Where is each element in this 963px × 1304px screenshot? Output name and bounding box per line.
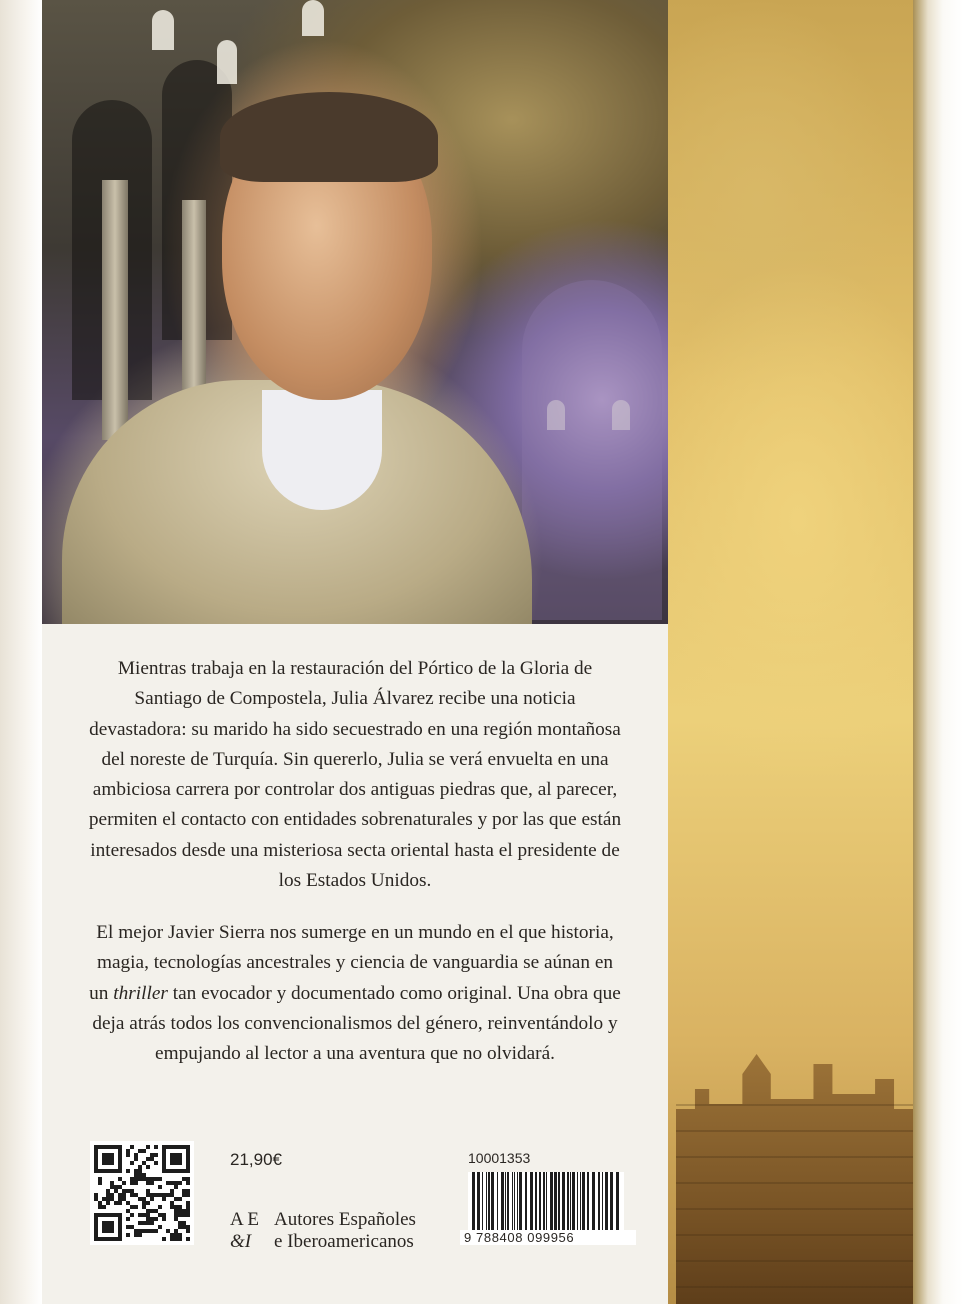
publisher-logo-bottom: &I — [230, 1231, 252, 1252]
city-illustration-detail — [676, 1104, 913, 1304]
qr-code — [90, 1141, 194, 1245]
background-column — [102, 180, 128, 440]
barcode-isbn: 9 788408 099956 — [460, 1230, 636, 1245]
synopsis-paragraph-1: Mientras trabaja en la restauración del Pórtico de la Gloria de Santiago de Compostela, Julia Álvarez recibe una noticia devastadora: su marido ha sido secuestrado en una región montañosa del noreste de Turquía. Sin quererlo, Julia se verá envuelta en una ambiciosa carrera por controlar dos antiguas piedras que, al parecer, permiten el contacto con entidades sobrenaturales y por las que están interesados desde una misteriosa secta oriental hasta el presidente de los Estados Unidos. — [88, 658, 622, 892]
synopsis-paragraph-2 — [88, 918, 622, 1069]
barcode-reference: 10001353 — [468, 1150, 531, 1166]
synopsis-italic-word: thriller — [113, 982, 168, 1004]
spine-edge — [913, 0, 963, 1304]
synopsis-paragraph-2-start: El mejor Javier Sierra nos sumerge en un mundo en el que historia, magia, tecnologías ancestrales y ciencia de vanguardia se aúnan en un — [89, 922, 614, 1004]
left-page-edge — [0, 0, 42, 1304]
golden-side-panel — [668, 0, 913, 1304]
background-window — [152, 10, 174, 50]
synopsis-panel — [42, 624, 668, 1304]
qr-code-graphic — [90, 1141, 194, 1245]
publisher-name-line-1: Autores Españoles — [274, 1209, 416, 1230]
person-shirt — [262, 390, 382, 510]
barcode-graphic — [468, 1172, 624, 1230]
background-window — [217, 40, 237, 84]
background-arch — [522, 280, 662, 620]
publisher-name-line-2: e Iberoamericanos — [274, 1231, 414, 1252]
barcode — [468, 1172, 624, 1230]
publisher-logo-top: A E — [230, 1209, 260, 1230]
price: 21,90€ — [230, 1150, 282, 1169]
person-hair — [220, 92, 438, 182]
background-window — [302, 0, 324, 36]
synopsis-paragraph-2-end: tan evocador y documentado como original. Una obra que deja atrás todos los convencionalismos del género, reinventándolo y empujando al lector a una aventura que no olvidará. — [92, 982, 621, 1065]
author-photo — [42, 0, 668, 624]
